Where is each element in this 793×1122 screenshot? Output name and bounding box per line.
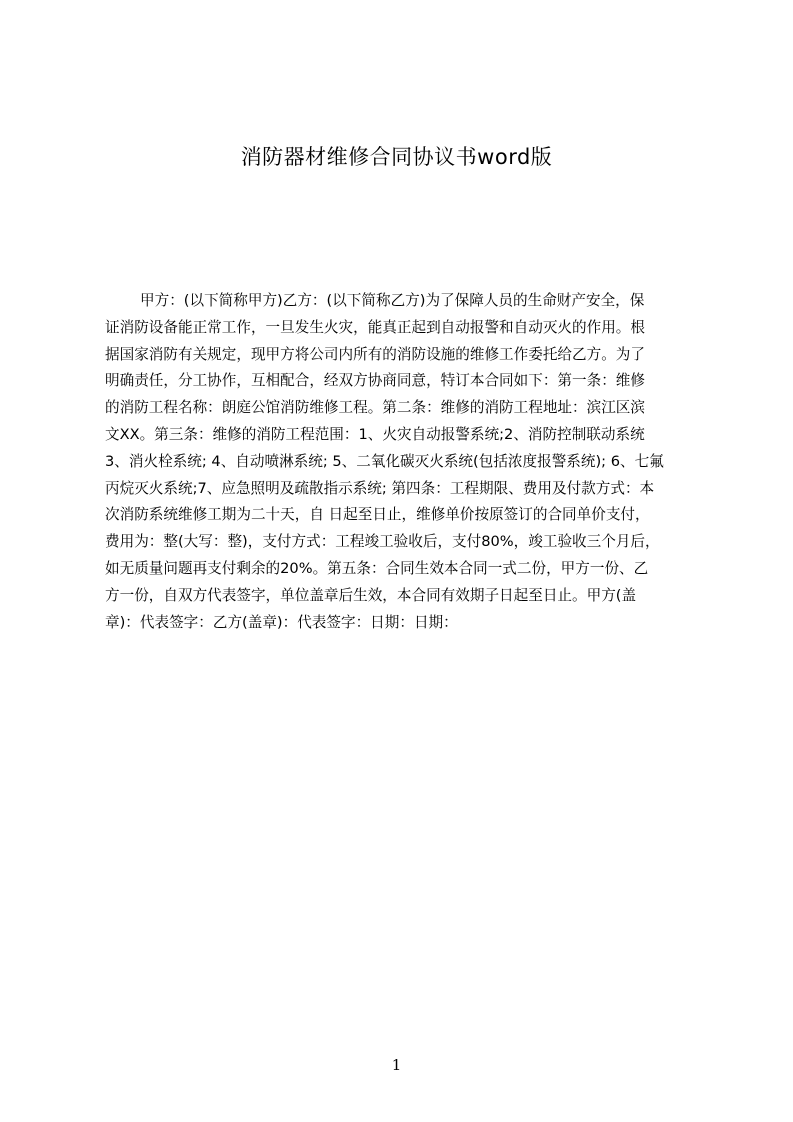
body-line: 文XX。第三条：维修的消防工程范围：1、火灾自动报警系统;2、消防控制联动系统 [105, 425, 645, 443]
body-line: 次消防系统维修工期为二十天，自 日起至日止，维修单价按原签订的合同单价支付， [105, 506, 650, 524]
body-line: 据国家消防有关规定，现甲方将公司内所有的消防设施的维修工作委托给乙方。为了 [105, 345, 645, 363]
contract-body [105, 288, 700, 636]
body-line: 的消防工程名称：朗庭公馆消防维修工程。第二条：维修的消防工程地址：滨江区滨 [105, 399, 645, 417]
body-line: 证消防设备能正常工作，一旦发生火灾，能真正起到自动报警和自动灭火的作用。根 [105, 318, 645, 336]
page-number: 1 [391, 1056, 402, 1074]
body-line: 章)：代表签字：乙方(盖章)：代表签字：日期：日期： [105, 613, 458, 631]
body-line: 方一份，自双方代表签字，单位盖章后生效，本合同有效期子日起至日止。甲方(盖 [105, 586, 637, 604]
body-line: 如无质量问题再支付剩余的20%。第五条：合同生效本合同一式二份，甲方一份、乙 [105, 559, 649, 577]
body-line: 明确责任，分工协作，互相配合，经双方协商同意，特订本合同如下：第一条：维修 [105, 372, 645, 390]
body-line: 丙烷灭火系统;7、应急照明及疏散指示系统; 第四条：工程期限、费用及付款方式：本 [105, 479, 655, 497]
document-title: 消防器材维修合同协议书word版 [240, 145, 553, 169]
body-line: 费用为：整(大写：整)，支付方式：工程竣工验收后，支付80%，竣工验收三个月后， [105, 533, 660, 551]
body-line: 3、消火栓系统; 4、自动喷淋系统; 5、二氧化碳灭火系统(包括浓度报警系统); 6、七氟 [105, 452, 664, 470]
body-line: 甲方：(以下简称甲方)乙方：(以下简称乙方)为了保障人员的生命财产安全，保 [140, 292, 645, 309]
